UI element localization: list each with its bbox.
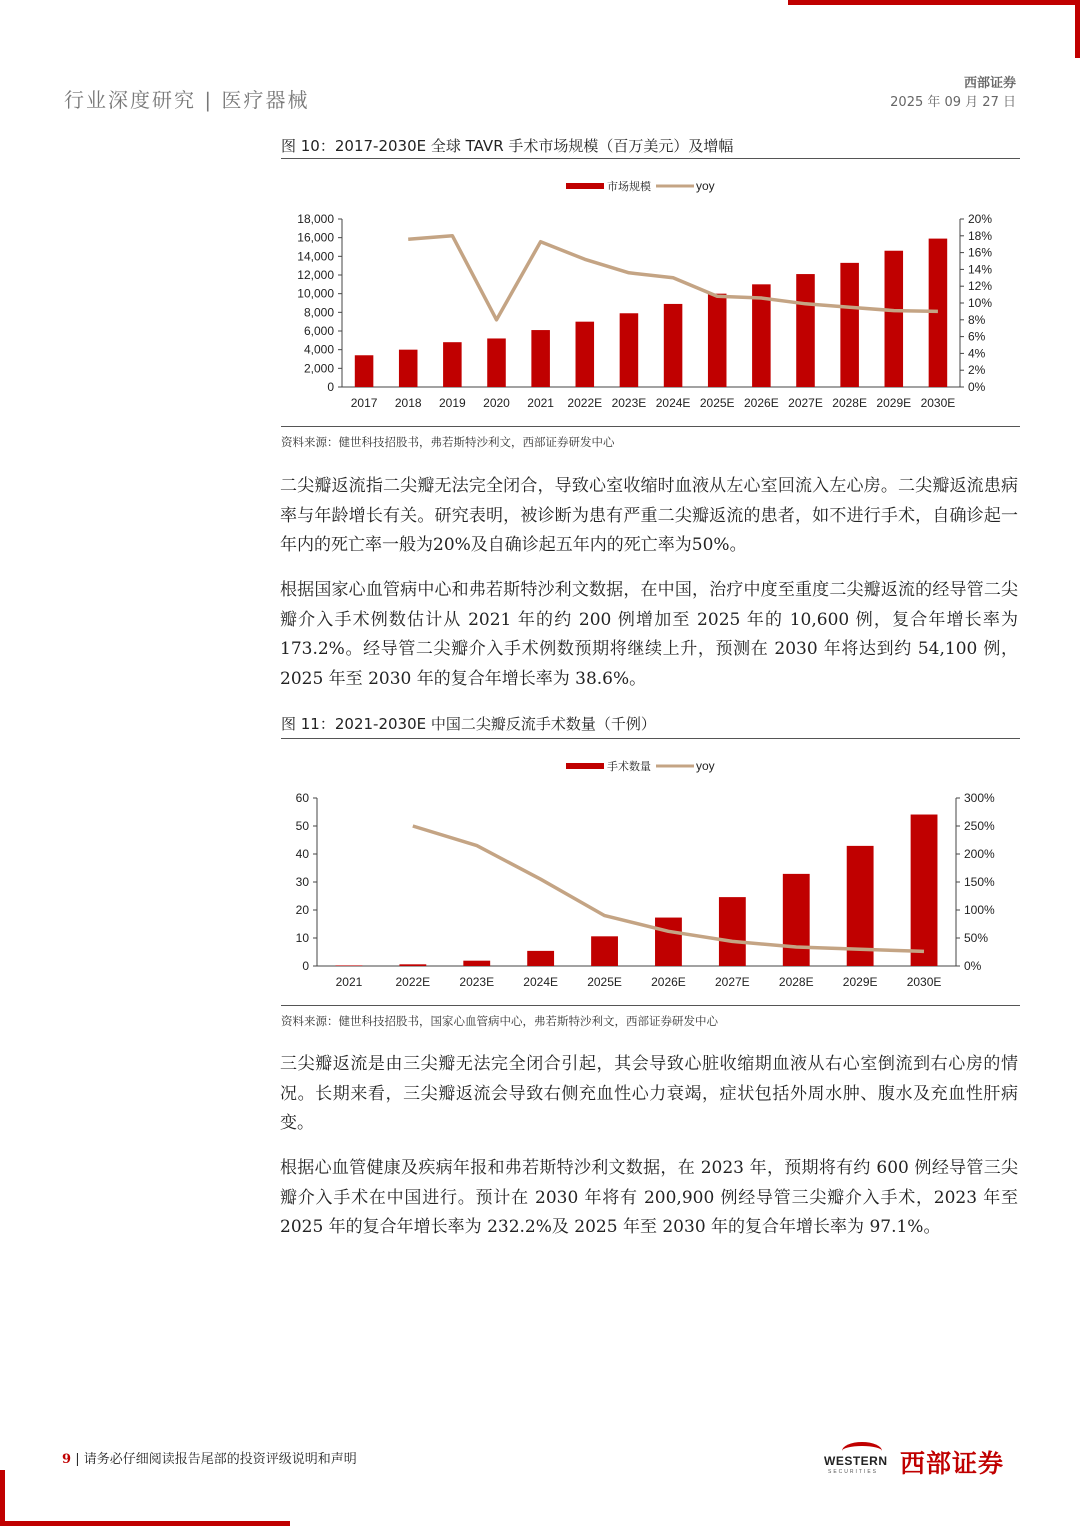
x-tick-label: 2028E bbox=[832, 396, 867, 410]
x-tick-label: 2030E bbox=[920, 396, 956, 410]
left-tick-label: 4,000 bbox=[303, 342, 334, 357]
header-right bbox=[890, 74, 1016, 112]
figure10-top-rule bbox=[281, 158, 1020, 159]
x-tick-label: 2025E bbox=[699, 396, 735, 410]
legend-line-label: yoy bbox=[696, 179, 715, 193]
right-tick-label: 6% bbox=[968, 329, 986, 344]
paragraph-3: 三尖瓣返流是由三尖瓣无法完全闭合引起，其会导致心脏收缩期血液从右心室倒流到右心房的情况。长期来看，三尖瓣返流会导致右侧充血性心力衰竭，症状包括外周水肿、腹水及充血性肝病变。 bbox=[280, 1054, 1018, 1133]
x-tick-label: 2029E bbox=[876, 396, 912, 410]
x-tick-label: 2028E bbox=[778, 975, 814, 989]
figure10-title: 图 10：2017-2030E 全球 TAVR 手术市场规模（百万美元）及增幅 bbox=[281, 137, 734, 155]
left-tick-label: 50 bbox=[295, 819, 309, 833]
bar-2026E bbox=[655, 918, 682, 966]
x-tick-label: 2025E bbox=[587, 975, 622, 989]
left-tick-label: 18,000 bbox=[297, 212, 334, 226]
bar-2023E bbox=[620, 313, 639, 387]
left-tick-label: 6,000 bbox=[303, 324, 334, 338]
x-tick-label: 2023E bbox=[611, 396, 647, 410]
figure10-source: 资料来源：健世科技招股书，弗若斯特沙利文，西部证券研发中心 bbox=[281, 435, 615, 449]
x-tick-label: 2024E bbox=[655, 396, 691, 410]
x-tick-label: 2026E bbox=[744, 396, 779, 410]
right-tick-label: 200% bbox=[964, 847, 995, 861]
right-tick-label: 10% bbox=[968, 296, 993, 310]
figure10-chart bbox=[281, 162, 1020, 424]
left-tick-label: 10,000 bbox=[297, 286, 334, 301]
paragraph-2: 根据国家心血管病中心和弗若斯特沙利文数据，在中国，治疗中度至重度二尖瓣返流的经导管二尖瓣介入手术例数估计从 2021 年的约 200 例增加至 2025 年的 10,600 例，复合年增长率为 173.2%。经导管二尖瓣介入手术例数预期将继续上升，预测在 2030 年将达到约 54,100 例，2025 年至 2030 年的复合年增长率为 38.6%。 bbox=[280, 580, 1018, 689]
left-tick-label: 10 bbox=[295, 931, 309, 945]
logo-english: WESTERN bbox=[824, 1454, 888, 1468]
left-tick-label: 2,000 bbox=[303, 361, 334, 376]
right-tick-label: 12% bbox=[968, 279, 993, 294]
right-tick-label: 150% bbox=[964, 875, 995, 889]
top-red-bar-vertical bbox=[1075, 0, 1080, 58]
bar-2029E bbox=[885, 251, 904, 387]
x-tick-label: 2027E bbox=[788, 396, 823, 410]
bar-2028E bbox=[840, 263, 859, 387]
logo-english-sub: SECURITIES bbox=[828, 1469, 879, 1475]
left-tick-label: 8,000 bbox=[303, 305, 334, 320]
paragraph-4: 根据心血管健康及疾病年报和弗若斯特沙利文数据，在 2023 年，预期将有约 600 例经导管三尖瓣介入手术在中国进行。预计在 2030 年将有 200,900 例经导管三尖瓣介入手术，2023 年至 2025 年的复合年增长率为 232.2%及 2025 年至 2030 年的复合年增长率为 97.1%。 bbox=[280, 1158, 1018, 1237]
bar-2021 bbox=[336, 965, 363, 966]
figure11-chart bbox=[281, 742, 1020, 1004]
footer bbox=[62, 1448, 357, 1467]
legend-bar-swatch bbox=[566, 183, 604, 189]
bar-2023E bbox=[463, 961, 490, 966]
left-tick-label: 12,000 bbox=[297, 268, 334, 282]
left-tick-label: 30 bbox=[295, 875, 309, 889]
right-tick-label: 100% bbox=[964, 903, 995, 917]
right-tick-label: 14% bbox=[968, 262, 993, 277]
bar-2025E bbox=[591, 936, 618, 966]
page-number: 9 bbox=[62, 1452, 72, 1467]
left-tick-label: 16,000 bbox=[297, 230, 334, 245]
x-tick-label: 2021 bbox=[527, 396, 554, 410]
left-tick-label: 0 bbox=[302, 959, 309, 973]
right-tick-label: 0% bbox=[964, 959, 982, 973]
x-tick-label: 2030E bbox=[906, 975, 942, 989]
right-tick-label: 0% bbox=[968, 380, 986, 394]
figure11-bottom-rule bbox=[281, 1005, 1020, 1006]
bar-2020 bbox=[487, 338, 506, 387]
bar-2018 bbox=[399, 350, 418, 387]
bar-2022E bbox=[399, 964, 426, 966]
right-tick-label: 2% bbox=[968, 363, 986, 378]
legend-line-label: yoy bbox=[696, 759, 715, 773]
figure11-title: 图 11：2021-2030E 中国二尖瓣反流手术数量（千例） bbox=[281, 715, 656, 733]
figure11-source: 资料来源：健世科技招股书，国家心血管病中心，弗若斯特沙利文，西部证券研发中心 bbox=[281, 1014, 718, 1028]
x-tick-label: 2027E bbox=[714, 975, 750, 989]
bar-2024E bbox=[664, 304, 683, 387]
bar-2017 bbox=[355, 355, 374, 387]
left-tick-label: 40 bbox=[295, 847, 309, 861]
x-tick-label: 2022E bbox=[567, 396, 603, 410]
x-tick-label: 2017 bbox=[350, 396, 378, 410]
right-tick-label: 16% bbox=[968, 245, 993, 260]
bar-2028E bbox=[783, 874, 810, 966]
legend-bar-swatch bbox=[566, 763, 604, 769]
left-tick-label: 14,000 bbox=[297, 249, 334, 264]
report-category: 行业深度研究 | 医疗器械 bbox=[64, 88, 310, 112]
bottom-red-bar bbox=[0, 1521, 290, 1526]
company-name: 西部证券 bbox=[963, 76, 1016, 91]
top-red-bar bbox=[788, 0, 1080, 5]
bar-2025E bbox=[708, 294, 727, 387]
report-date: 2025 年 09 月 27 日 bbox=[890, 95, 1016, 110]
x-tick-label: 2023E bbox=[459, 975, 495, 989]
bar-2024E bbox=[527, 951, 554, 966]
x-tick-label: 2020 bbox=[483, 396, 510, 410]
left-tick-label: 20 bbox=[295, 903, 309, 917]
bar-2027E bbox=[719, 897, 746, 966]
bar-2030E bbox=[911, 815, 938, 966]
bar-2021 bbox=[531, 330, 550, 387]
bar-2027E bbox=[796, 274, 815, 387]
footer-separator: | bbox=[75, 1452, 84, 1467]
figure10-bottom-rule bbox=[281, 426, 1020, 427]
right-tick-label: 18% bbox=[968, 228, 993, 243]
left-tick-label: 0 bbox=[327, 380, 334, 394]
company-logo bbox=[822, 1438, 1022, 1480]
bottom-red-bar-vertical bbox=[0, 1470, 5, 1526]
legend-bar-label: 市场规模 bbox=[607, 181, 651, 193]
legend-bar-label: 手术数量 bbox=[607, 761, 651, 773]
figure11-top-rule bbox=[281, 738, 1020, 739]
x-tick-label: 2022E bbox=[395, 975, 431, 989]
paragraph-1: 二尖瓣返流指二尖瓣无法完全闭合，导致心室收缩时血液从左心室回流入左心房。二尖瓣返流患病率与年龄增长有关。研究表明，被诊断为患有严重二尖瓣返流的患者，如不进行手术，自确诊起一年内的死亡率一般为20%及自确诊起五年内的死亡率为50%。 bbox=[280, 476, 1018, 555]
right-tick-label: 8% bbox=[968, 312, 986, 327]
right-tick-label: 20% bbox=[968, 212, 993, 226]
x-tick-label: 2018 bbox=[394, 396, 422, 410]
right-tick-label: 250% bbox=[964, 819, 995, 833]
right-tick-label: 4% bbox=[968, 346, 986, 361]
footer-disclaimer: 请务必仔细阅读报告尾部的投资评级说明和声明 bbox=[83, 1452, 357, 1467]
bar-2022E bbox=[576, 322, 595, 387]
x-tick-label: 2026E bbox=[651, 975, 686, 989]
logo-chinese: 西部证券 bbox=[900, 1449, 1005, 1478]
x-tick-label: 2029E bbox=[842, 975, 878, 989]
x-tick-label: 2019 bbox=[439, 396, 466, 410]
left-tick-label: 60 bbox=[295, 791, 309, 805]
bar-2019 bbox=[443, 342, 462, 387]
x-tick-label: 2024E bbox=[523, 975, 559, 989]
right-tick-label: 300% bbox=[964, 791, 995, 805]
right-tick-label: 50% bbox=[964, 931, 989, 945]
x-tick-label: 2021 bbox=[335, 975, 363, 989]
